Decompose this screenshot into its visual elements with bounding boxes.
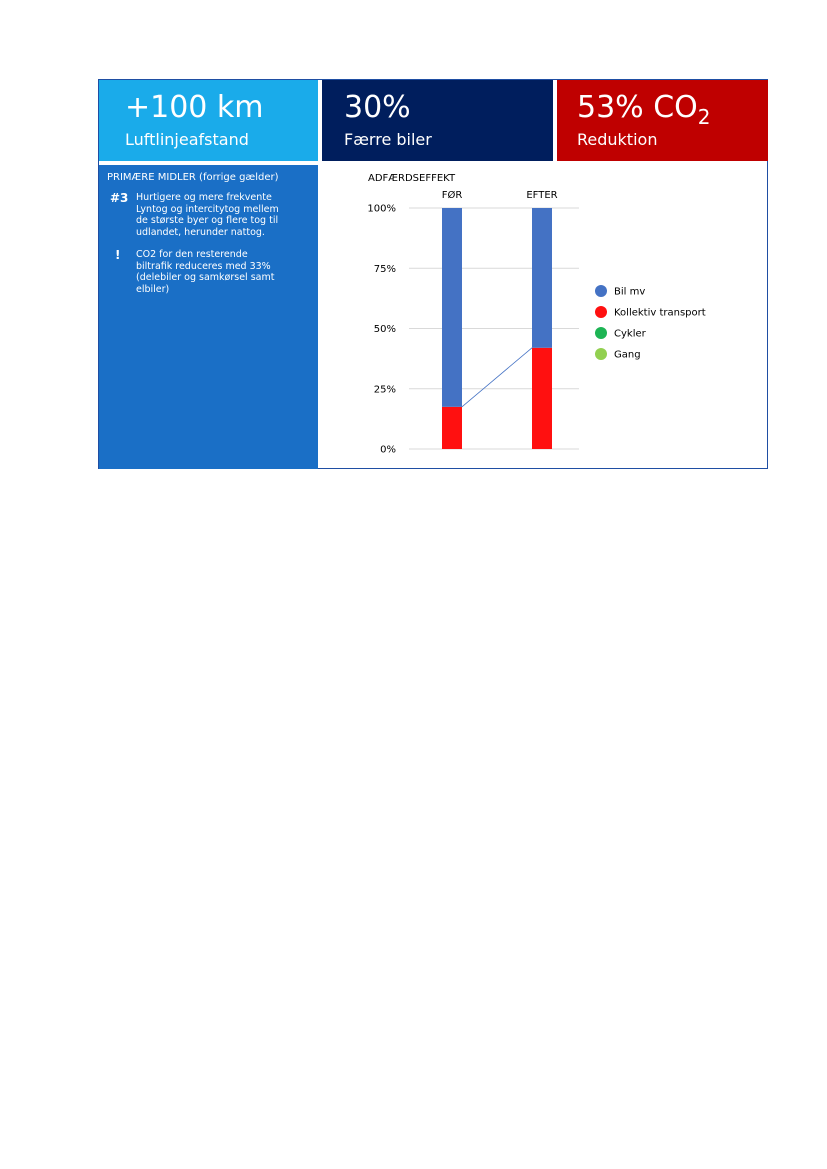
chart-grid [409, 208, 579, 449]
x-tick-label: EFTER [526, 190, 558, 201]
measure-number: #3 [110, 191, 129, 205]
legend-marker [595, 285, 607, 297]
series-connector-line [462, 348, 532, 407]
legend-marker [595, 306, 607, 318]
y-axis [367, 204, 396, 456]
y-tick-label: 75% [373, 263, 396, 275]
legend-marker [595, 348, 607, 360]
y-tick-label: 50% [373, 324, 396, 335]
distance-value: +100 km [125, 90, 264, 125]
fewer-cars-label: Færre biler [344, 130, 432, 149]
bar-segment [442, 407, 462, 449]
legend-label: Kollektiv transport [614, 307, 706, 319]
chart-title: ADFÆRDSEFFEKT [368, 173, 456, 184]
legend-label: Gang [614, 349, 641, 361]
x-axis [442, 189, 558, 201]
bar-segment [532, 208, 552, 348]
chart-legend [595, 285, 706, 361]
infographic-card [98, 79, 768, 469]
bar-segment [532, 348, 552, 449]
y-tick-label: 100% [367, 203, 396, 215]
legend-label: Cykler [614, 328, 646, 340]
bar-segment [442, 208, 462, 407]
behavior-effect-chart [99, 80, 767, 468]
measure-text: CO2 for den resterende biltrafik reduceres med 33% (delebiler og samkørsel samt elbiler) [136, 249, 275, 295]
fewer-cars-value: 30% [344, 90, 411, 125]
y-tick-label: 0% [380, 444, 396, 456]
co2-value-main: 53% CO [577, 90, 698, 125]
legend-marker [595, 327, 607, 339]
y-tick-label: 25% [373, 384, 396, 396]
legend-label: Bil mv [614, 286, 646, 298]
co2-value-subscript: 2 [697, 105, 711, 129]
measure-text: Hurtigere og mere frekvente Lyntog og intercitytog mellem de største byer og flere tog til udlandet, herunder nattog. [136, 192, 279, 238]
panel-title: PRIMÆRE MIDLER (forrige gælder) [107, 172, 279, 183]
distance-label: Luftlinjeafstand [125, 130, 249, 149]
x-tick-label: FØR [441, 190, 463, 201]
exclamation-icon: ! [115, 248, 121, 262]
co2-reduction-label: Reduktion [577, 130, 658, 149]
